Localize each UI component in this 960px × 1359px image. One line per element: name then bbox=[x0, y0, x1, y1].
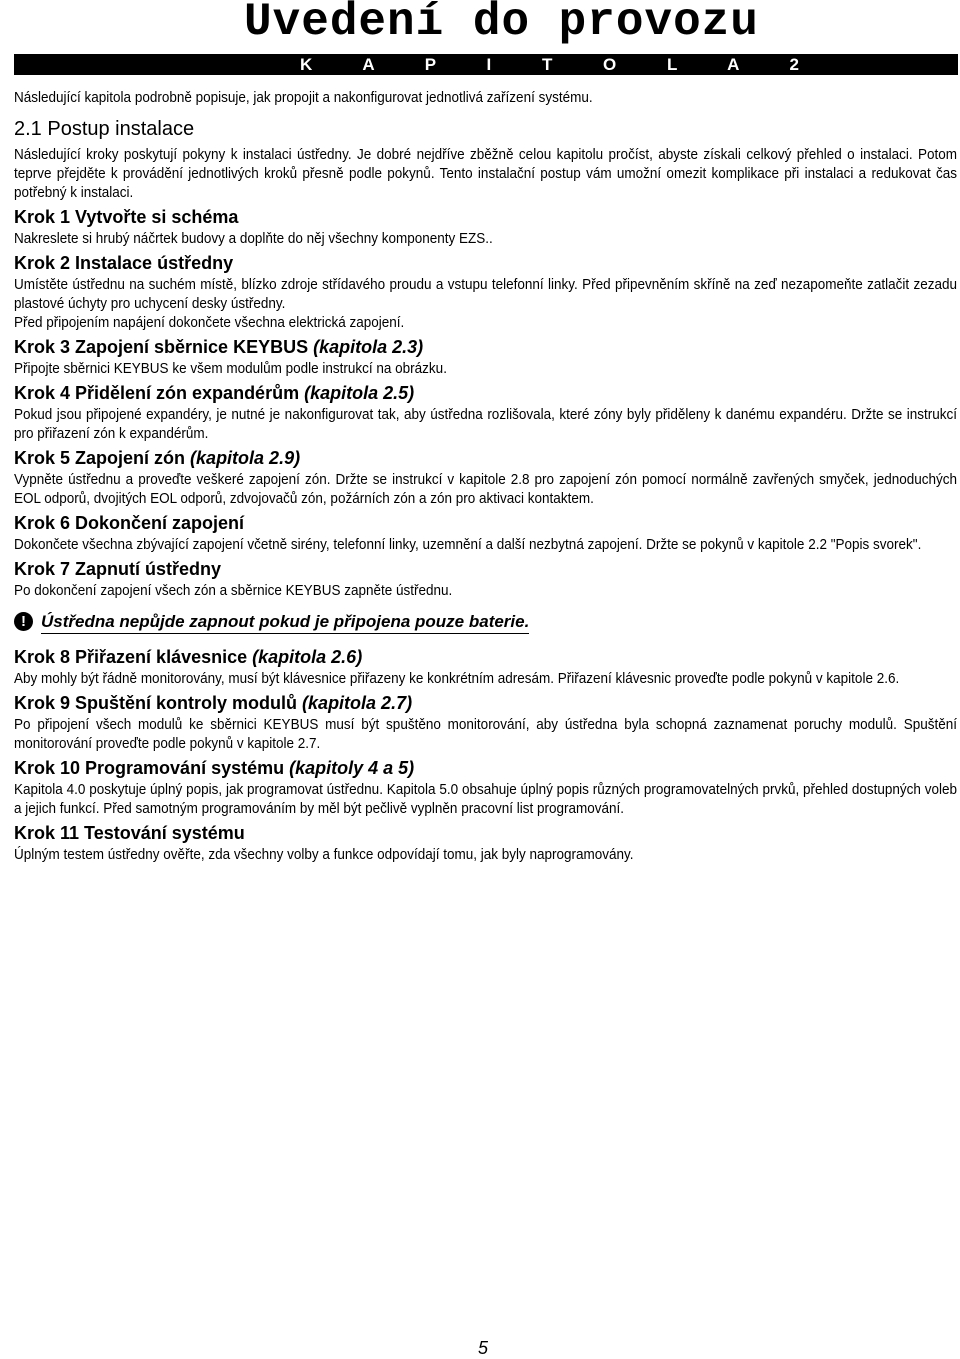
step-title: Krok 11 Testování systému bbox=[14, 823, 245, 843]
step-heading bbox=[14, 646, 958, 669]
exclamation-icon: ! bbox=[14, 612, 33, 631]
step-text: Nakreslete si hrubý náčrtek budovy a doplňte do něj všechny komponenty EZS.. bbox=[14, 230, 493, 247]
step-heading bbox=[14, 558, 958, 581]
step-text: Úplným testem ústředny ověřte, zda všechny volby a funkce odpovídají tomu, jak byly naprogramovány. bbox=[14, 846, 634, 863]
step-title: Krok 5 Zapojení zón bbox=[14, 448, 186, 468]
chapter-intro: Následující kapitola podrobně popisuje, jak propojit a nakonfigurovat jednotlivá zařízení systému. bbox=[14, 89, 593, 106]
step-text: Před připojením napájení dokončete všechna elektrická zapojení. bbox=[14, 314, 405, 331]
chapter-bar bbox=[14, 54, 958, 75]
step-text: Připojte sběrnici KEYBUS ke všem modulům podle instrukcí na obrázku. bbox=[14, 360, 447, 377]
step-heading bbox=[14, 757, 958, 780]
page-number: 5 bbox=[478, 1338, 489, 1358]
step-heading bbox=[14, 692, 958, 715]
steps-list bbox=[14, 206, 958, 864]
section-intro: Následující kroky poskytují pokyny k instalaci ústředny. Je dobré nejdříve zběžně celou kapitolu pročíst, abyste získali celkový přehled o instalaci. Potom teprve přejděte k provádění jednotlivých kroků přesně podle pokynů. Tento instalační postup vám umožní omezit komplikace při instalaci a redukovat čas potřebný k instalaci. bbox=[14, 146, 958, 201]
step-heading bbox=[14, 447, 958, 470]
page-title: Uvedení do provozu bbox=[244, 0, 759, 48]
step-title: Krok 10 Programování systému bbox=[14, 758, 285, 778]
document-body bbox=[14, 88, 958, 864]
step-title: Krok 9 Spuštění kontroly modulů bbox=[14, 693, 298, 713]
step-title: Krok 7 Zapnutí ústředny bbox=[14, 559, 222, 579]
warning-note bbox=[14, 612, 958, 634]
step-text: Dokončete všechna zbývající zapojení včetně sirény, telefonní linky, uzemnění a další nezbytná zapojení. Držte se pokynů v kapitole 2.2 "Popis svorek". bbox=[14, 536, 922, 553]
step-heading bbox=[14, 206, 958, 229]
step-reference: (kapitola 2.3) bbox=[313, 337, 424, 357]
step-text: Kapitola 4.0 poskytuje úplný popis, jak programovat ústřednu. Kapitola 5.0 obsahuje úplný popis různých programovatelných prvků, přehled dostupných voleb a jejich funkcí. Před samotným programováním by měl být pečlivě vyplněn pracovní list programování. bbox=[14, 781, 958, 817]
step-heading bbox=[14, 822, 958, 845]
step-reference: (kapitola 2.7) bbox=[302, 693, 413, 713]
step-heading bbox=[14, 512, 958, 535]
step-reference: (kapitola 2.6) bbox=[252, 647, 363, 667]
step-text: Umístěte ústřednu na suchém místě, blízko zdroje střídavého proudu a vstupu telefonní linky. Před připevněním skříně na zeď nezapomeňte zatlačit zezadu plastové úchyty pro uchycení desky ústředny. bbox=[14, 276, 958, 312]
step-title: Krok 6 Dokončení zapojení bbox=[14, 513, 245, 533]
step-text: Aby mohly být řádně monitorovány, musí být klávesnice přiřazeny ke konkrétním adresám. Přiřazení klávesnic proveďte podle pokynů v kapitole 2.6. bbox=[14, 670, 900, 687]
step-text: Po připojení všech modulů ke sběrnici KEYBUS musí být spuštěno monitorování, aby ústředna byla schopná zaznamenat poruchy modulů. Spuštění monitorování proveďte podle pokynů v kapitole 2.7. bbox=[14, 716, 958, 752]
chapter-label: K A P I T O L A 2 bbox=[300, 55, 822, 74]
step-title: Krok 3 Zapojení sběrnice KEYBUS bbox=[14, 337, 309, 357]
step-reference: (kapitola 2.9) bbox=[190, 448, 301, 468]
step-text: Po dokončení zapojení všech zón a sběrnice KEYBUS zapněte ústřednu. bbox=[14, 582, 453, 599]
step-heading bbox=[14, 252, 958, 275]
step-title: Krok 4 Přidělení zón expandérům bbox=[14, 383, 300, 403]
step-text: Vypněte ústřednu a proveďte veškeré zapojení zón. Držte se instrukcí v kapitole 2.8 pro zapojení zón pomocí normálně zavřených smyček, jednoduchých EOL odporů, dvojitých EOL odporů, zdvojovačů zón, požárních zón a zón pro aktivaci kontaktem. bbox=[14, 471, 958, 507]
step-title: Krok 2 Instalace ústředny bbox=[14, 253, 234, 273]
step-heading bbox=[14, 382, 958, 405]
step-heading bbox=[14, 336, 958, 359]
step-reference: (kapitoly 4 a 5) bbox=[289, 758, 415, 778]
step-reference: (kapitola 2.5) bbox=[304, 383, 415, 403]
section-title: 2.1 Postup instalace bbox=[14, 118, 195, 140]
step-title: Krok 1 Vytvořte si schéma bbox=[14, 207, 239, 227]
step-text: Pokud jsou připojené expandéry, je nutné je nakonfigurovat tak, aby ústředna rozlišovala, které zóny byly přiděleny k danému expandéru. Držte se instrukcí pro přiřazení zón k expandérům. bbox=[14, 406, 958, 442]
warning-text: Ústředna nepůjde zapnout pokud je připojena pouze baterie. bbox=[41, 612, 529, 634]
step-title: Krok 8 Přiřazení klávesnice bbox=[14, 647, 248, 667]
